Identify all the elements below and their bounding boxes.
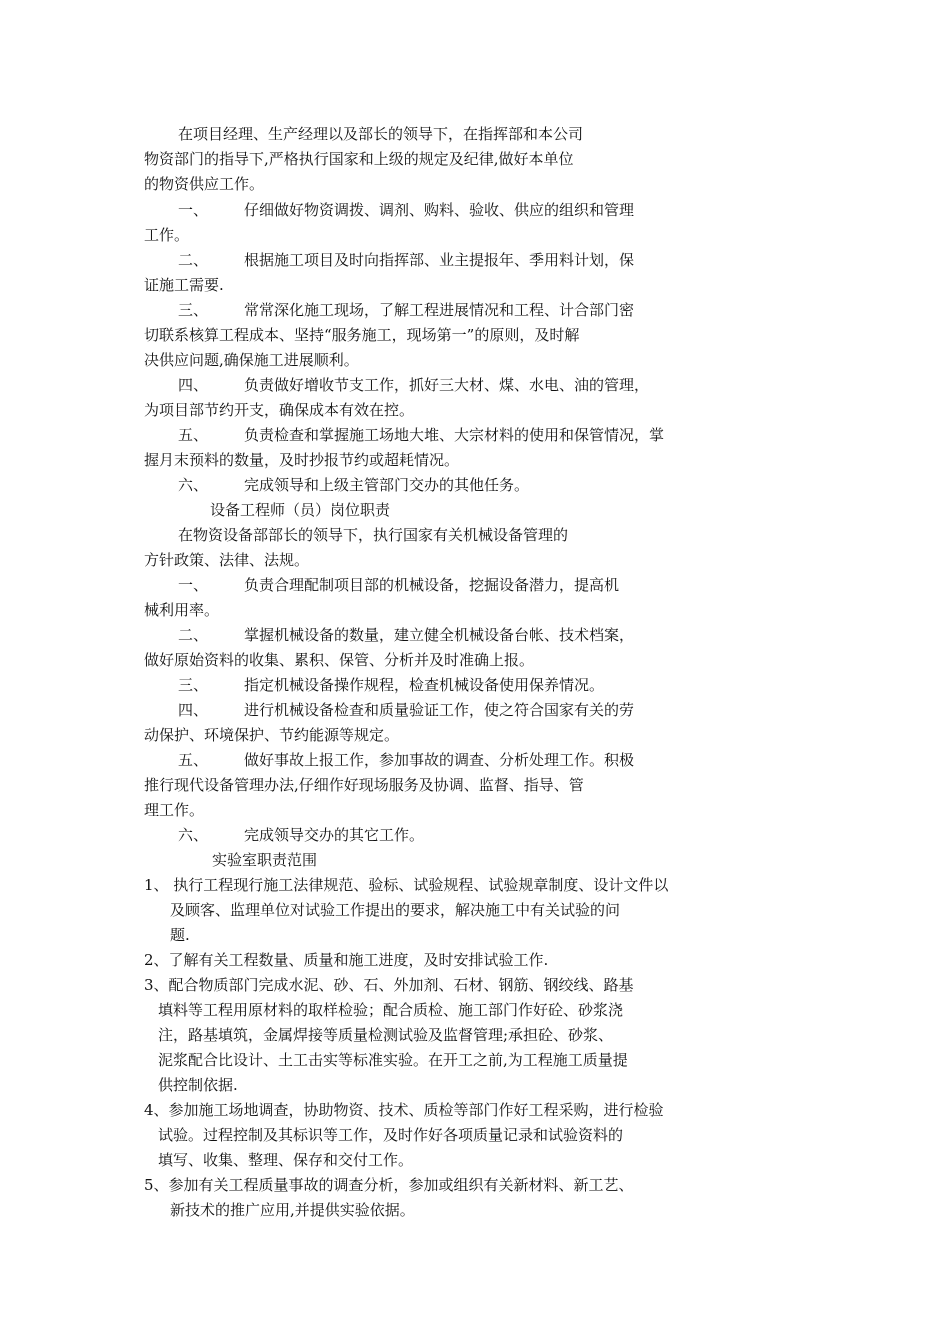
numbered-item-line: 1、 执行工程现行施工法律规范、验标、试验规程、试验规章制度、设计文件以 [144,876,669,894]
item-text: 完成领导交办的其它工作。 [244,826,425,844]
list-item-first-line [178,673,604,698]
item-continuation: 决供应问题,确保施工进展顺利。 [144,351,359,369]
item-continuation: 填写、收集、整理、保存和交付工作。 [158,1151,414,1169]
item-continuation: 推行现代设备管理办法,仔细作好现场服务及协调、监督、指导、管 [144,776,584,794]
intro-line: 物资部门的指导下,严格执行国家和上级的规定及纪律,做好本单位 [144,150,574,168]
item-number: 四、 [178,701,209,719]
item-number: 一、 [178,576,209,594]
list-item-first-line [178,298,634,323]
item-continuation: 动保护、环境保护、节约能源等规定。 [144,726,400,744]
item-continuation: 试验。过程控制及其标识等工作，及时作好各项质量记录和试验资料的 [158,1126,624,1144]
item-text: 常常深化施工现场，了解工程进展情况和工程、计合部门密 [244,301,635,319]
numbered-item-line: 3、配合物质部门完成水泥、砂、石、外加剂、石材、钢筋、钢绞线、路基 [144,976,634,994]
item-continuation: 为项目部节约开支，确保成本有效在控。 [144,401,415,419]
item-text: 负责做好增收节支工作，抓好三大材、煤、水电、油的管理， [244,376,650,394]
item-continuation: 握月末预料的数量，及时抄报节约或超耗情况。 [144,451,460,469]
section-title: 设备工程师（员）岗位职责 [210,501,391,519]
intro-line: 在项目经理、生产经理以及部长的领导下，在指挥部和本公司 [178,125,584,143]
numbered-item-line: 5、参加有关工程质量事故的调查分析，参加或组织有关新材料、新工艺、 [144,1176,634,1194]
item-continuation: 做好原始资料的收集、累积、保管、分析并及时准确上报。 [144,651,535,669]
item-continuation: 题. [170,926,190,944]
item-text: 完成领导和上级主管部门交办的其他任务。 [244,476,530,494]
item-text: 掌握机械设备的数量，建立健全机械设备台帐、技术档案， [244,626,635,644]
list-item-first-line [178,623,634,648]
item-continuation: 新技术的推广应用,并提供实验依据。 [170,1201,415,1219]
list-item-first-line [178,748,634,773]
list-item-first-line [178,423,664,448]
item-number: 三、 [178,676,209,694]
item-continuation: 证施工需要. [144,276,224,294]
list-item-first-line [178,373,649,398]
item-continuation: 械利用率。 [144,601,220,619]
item-text: 进行机械设备检查和质量验证工作，使之符合国家有关的劳 [244,701,635,719]
list-item-first-line [178,573,619,598]
item-text: 做好事故上报工作，参加事故的调查、分析处理工作。积极 [244,751,635,769]
item-continuation: 切联系核算工程成本、坚持“服务施工，现场第一”的原则，及时解 [144,326,580,344]
item-continuation: 填料等工程用原材料的取样检验；配合质检、施工部门作好砼、砂浆浇 [158,1001,624,1019]
item-number: 六、 [178,476,209,494]
item-continuation: 泥浆配合比设计、土工击实等标准实验。在开工之前,为工程施工质量提 [158,1051,628,1069]
section-intro-line: 在物资设备部部长的领导下，执行国家有关机械设备管理的 [178,526,569,544]
item-continuation: 注，路基填筑，金属焊接等质量检测试验及监督管理;承担砼、砂浆、 [158,1026,614,1044]
item-text: 负责合理配制项目部的机械设备，挖掘设备潜力，提高机 [244,576,620,594]
item-continuation: 及顾客、监理单位对试验工作提出的要求，解决施工中有关试验的问 [170,901,621,919]
numbered-item-line: 2、了解有关工程数量、质量和施工进度，及时安排试验工作. [144,951,549,969]
list-item-first-line [178,698,634,723]
item-number: 二、 [178,251,209,269]
item-number: 五、 [178,751,209,769]
item-continuation: 供控制依据. [158,1076,238,1094]
list-item-first-line [178,823,424,848]
item-number: 五、 [178,426,209,444]
item-number: 一、 [178,201,209,219]
item-text: 根据施工项目及时向指挥部、业主提报年、季用料计划，保 [244,251,635,269]
numbered-item-line: 4、参加施工场地调查，协助物资、技术、质检等部门作好工程采购，进行检验 [144,1101,664,1119]
item-number: 六、 [178,826,209,844]
item-continuation: 理工作。 [144,801,205,819]
item-number: 二、 [178,626,209,644]
item-number: 四、 [178,376,209,394]
section-intro-line: 方针政策、法律、法规。 [144,551,310,569]
list-item-first-line [178,198,634,223]
item-number: 三、 [178,301,209,319]
item-text: 指定机械设备操作规程，检查机械设备使用保养情况。 [244,676,605,694]
intro-line: 的物资供应工作。 [144,175,265,193]
list-item-first-line [178,248,634,273]
list-item-first-line [178,473,529,498]
item-continuation: 工作。 [144,226,190,244]
item-text: 负责检查和掌握施工场地大堆、大宗材料的使用和保管情况，掌 [244,426,665,444]
section-title: 实验室职责范围 [212,851,318,869]
item-text: 仔细做好物资调拨、调剂、购料、验收、供应的组织和管理 [244,201,635,219]
